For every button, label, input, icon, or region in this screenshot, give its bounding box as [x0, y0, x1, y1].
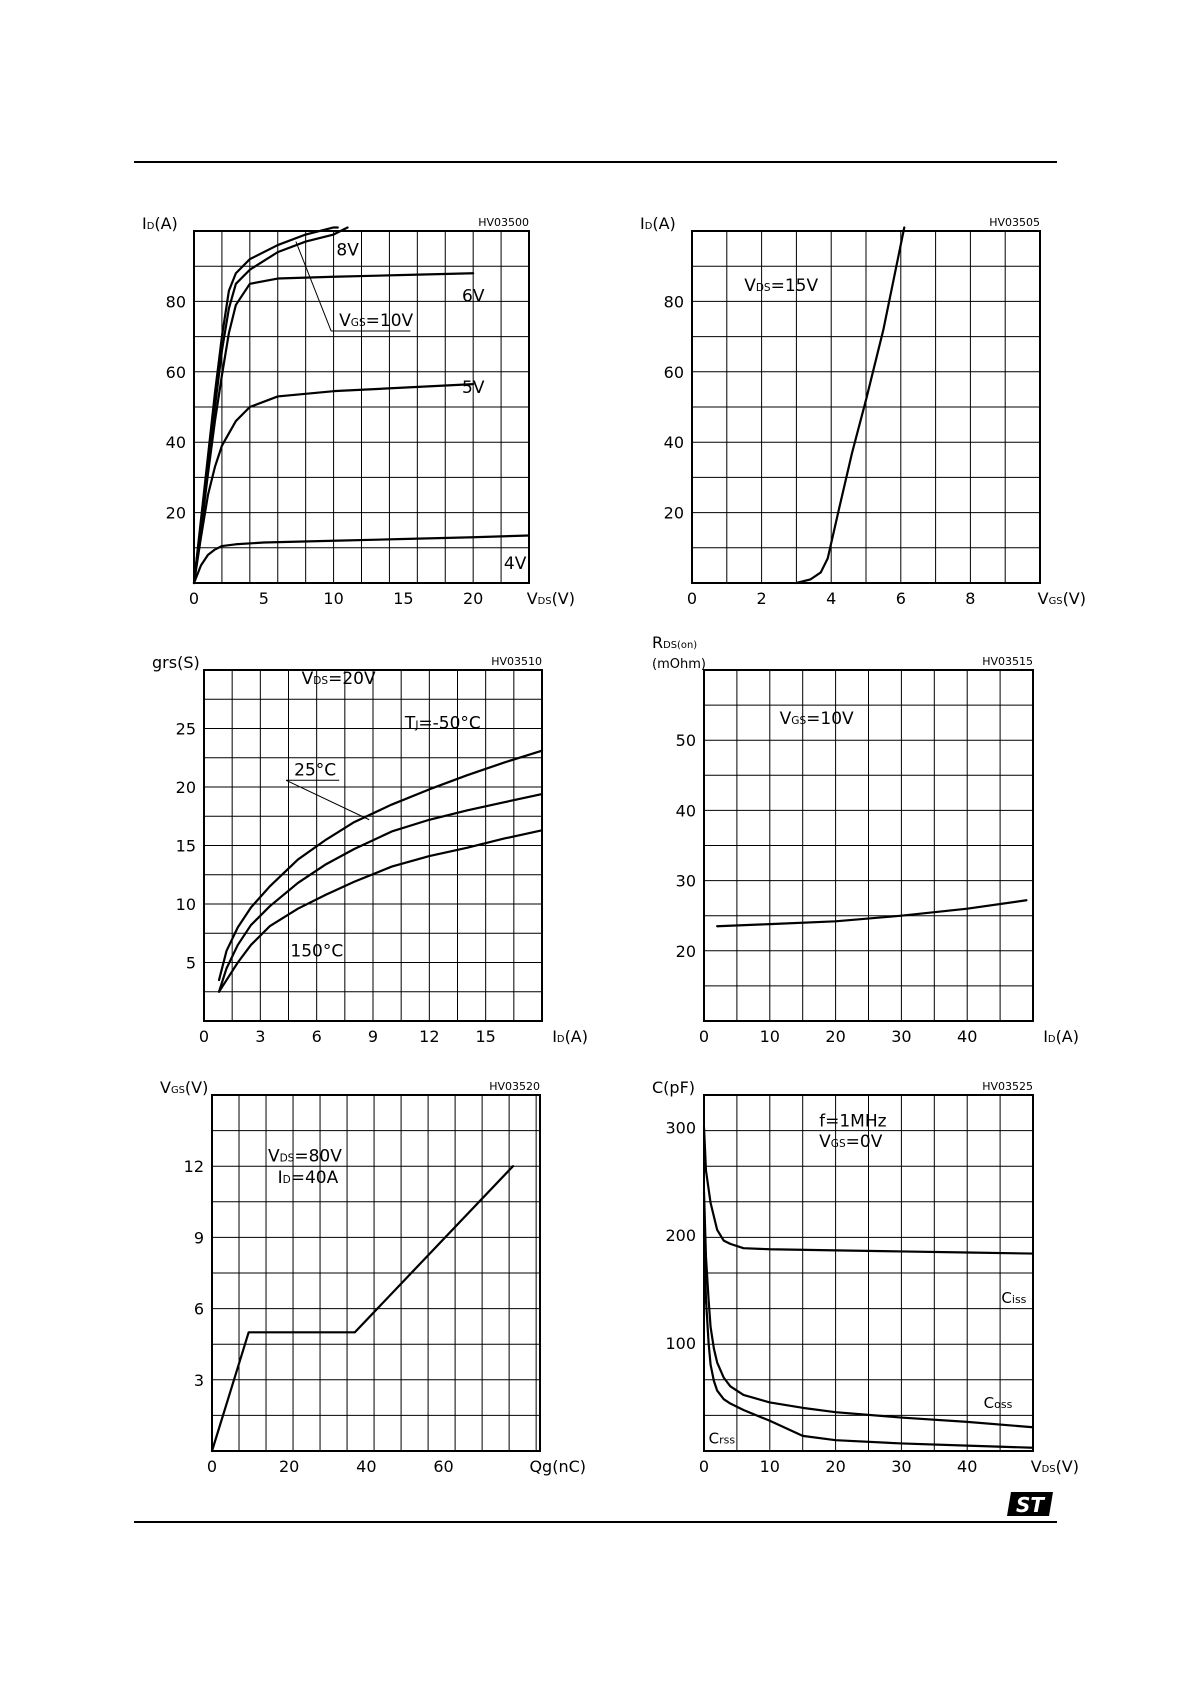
annotation-label-sub: D — [282, 1173, 291, 1186]
grid — [704, 670, 1033, 1021]
annotation-label-rest: =40A — [290, 1167, 339, 1188]
annotation-label-sub: GS — [830, 1137, 846, 1150]
figure-code: HV03500 — [478, 216, 529, 229]
annotation-label-rest: =10V — [365, 311, 414, 332]
transconductance-chart — [134, 600, 612, 1091]
y-axis-label-rest: (A) — [154, 214, 178, 233]
annotation-leader — [286, 780, 369, 819]
grid — [212, 1095, 540, 1451]
x-axis-label-rest: (A) — [1055, 1027, 1079, 1046]
annotation-main: C — [983, 1393, 995, 1412]
y-axis-label-rest: (A) — [652, 214, 676, 233]
output-characteristics-chart — [124, 161, 599, 653]
x-tick-label: 30 — [891, 1027, 912, 1046]
y-axis-label-main: V — [160, 1078, 171, 1097]
annotation-label-sub: J — [415, 719, 419, 732]
x-tick-label: 0 — [188, 589, 200, 608]
y-tick-label: 9 — [193, 1228, 204, 1248]
x-tick-label: 15 — [475, 1027, 496, 1046]
x-axis-label-main: V — [526, 589, 538, 608]
figure-code: HV03505 — [989, 216, 1040, 229]
annotation-label: 6V — [462, 286, 485, 307]
annotation-label — [780, 709, 854, 729]
y-axis-label — [152, 653, 200, 672]
annotation-label-main: V — [819, 1131, 831, 1152]
annotation-label — [744, 276, 818, 296]
x-tick-label: 30 — [891, 1457, 912, 1476]
x-tick-label: 5 — [258, 589, 269, 608]
y-tick-label: 40 — [675, 801, 696, 821]
annotation-label-rest: =80V — [294, 1146, 342, 1167]
x-tick-label: 6 — [311, 1027, 322, 1046]
annotation-sub: rss — [719, 1433, 736, 1447]
y-tick-label: 12 — [183, 1157, 204, 1177]
x-tick-label: 10 — [759, 1457, 780, 1476]
annotation-label-sub: GS — [791, 715, 807, 728]
x-axis-label-main: I — [1043, 1027, 1048, 1046]
y-tick-label: 100 — [665, 1334, 696, 1354]
annotation-label — [709, 1429, 736, 1447]
x-tick-label: 12 — [419, 1027, 440, 1046]
annotation-label — [984, 1394, 1013, 1412]
x-axis-label-main: Qg(nC) — [529, 1457, 586, 1476]
x-tick-label: 0 — [206, 1457, 218, 1476]
annotation-label-main: I — [277, 1167, 283, 1188]
y-tick-label: 10 — [175, 895, 196, 914]
st-logo — [1003, 1490, 1055, 1518]
x-tick-label: 0 — [698, 1457, 710, 1476]
annotation-leader — [296, 242, 331, 331]
annotation-sub: oss — [994, 1397, 1013, 1411]
y-tick-label: 60 — [165, 362, 186, 382]
annotation-label-main: V — [744, 275, 756, 296]
figure-code: HV03520 — [489, 1080, 540, 1093]
y-axis-label-sub: D — [644, 221, 653, 232]
y-tick-label: 60 — [663, 362, 684, 382]
figure-code: HV03510 — [491, 655, 542, 668]
x-tick-label: 0 — [698, 1027, 710, 1046]
annotation-label-rest: =10V — [806, 709, 854, 730]
annotation-label-main: V — [339, 311, 351, 332]
y-tick-label: 300 — [665, 1118, 696, 1138]
capacitance-chart — [634, 1025, 1103, 1521]
y-axis-label-sub: GS — [170, 1085, 185, 1096]
y-tick-label: 5 — [185, 953, 196, 973]
x-tick-label: 8 — [965, 589, 976, 608]
annotation-main: C — [708, 1429, 720, 1448]
y-axis-label-sub: D — [146, 221, 155, 232]
annotation-label-main: V — [779, 709, 792, 730]
x-axis-label-rest: (V) — [1062, 589, 1086, 608]
y-tick-label: 50 — [675, 731, 696, 751]
x-axis-label — [1031, 1457, 1079, 1476]
x-axis-label-rest: (V) — [1055, 1457, 1079, 1476]
figure-code: HV03525 — [982, 1080, 1033, 1093]
x-tick-label: 20 — [278, 1457, 300, 1476]
on-resistance-chart — [634, 600, 1103, 1091]
annotation-label-sub: DS — [755, 281, 771, 294]
y-axis-label — [652, 1078, 695, 1097]
y-axis-unit: (mOhm) — [652, 657, 706, 672]
x-tick-label: 60 — [433, 1457, 454, 1476]
annotation-label — [268, 1146, 342, 1166]
x-tick-label: 6 — [895, 589, 906, 608]
y-tick-label: 80 — [663, 292, 684, 312]
x-tick-label: 3 — [255, 1027, 266, 1046]
y-axis-label — [142, 214, 178, 233]
annotation-label-rest: =-50°C — [418, 713, 481, 734]
condition-label — [302, 669, 376, 689]
x-tick-label: 4 — [826, 589, 837, 608]
y-axis-label-sub: DS(on) — [663, 640, 698, 651]
x-axis-label-sub: DS — [537, 596, 552, 607]
y-tick-label: 25 — [175, 719, 196, 739]
annotation-label: 5V — [462, 377, 485, 398]
annotation-label — [404, 714, 481, 734]
y-axis-label — [640, 214, 676, 233]
x-axis-label-sub: DS — [1041, 1464, 1056, 1475]
y-tick-label: 200 — [665, 1226, 696, 1246]
transfer-characteristics-chart — [622, 161, 1110, 653]
x-tick-label: 20 — [825, 1027, 846, 1046]
footer-rule — [134, 1521, 1057, 1523]
series-line — [717, 900, 1026, 926]
x-axis-label-sub: D — [556, 1034, 565, 1045]
x-tick-label: 40 — [356, 1457, 377, 1476]
grid — [194, 231, 529, 583]
grid — [204, 670, 542, 1021]
y-tick-label: 3 — [193, 1370, 204, 1390]
y-tick-label: 40 — [165, 433, 186, 453]
y-tick-label: 40 — [663, 433, 684, 453]
annotation-label — [1001, 1289, 1026, 1307]
x-tick-label: 10 — [759, 1027, 780, 1046]
annotation-label-rest: =0V — [845, 1131, 883, 1152]
x-axis-label-main: I — [552, 1027, 557, 1046]
condition-label-sub: DS — [313, 675, 329, 688]
annotation-sub: iss — [1011, 1293, 1027, 1307]
annotation-label-sub: DS — [279, 1152, 295, 1165]
x-tick-label: 20 — [462, 589, 484, 608]
y-tick-label: 6 — [193, 1299, 204, 1319]
x-tick-label: 9 — [367, 1027, 379, 1046]
annotation-label-sub: GS — [350, 317, 366, 330]
x-tick-label: 0 — [198, 1027, 210, 1046]
x-tick-label: 20 — [825, 1457, 846, 1476]
x-tick-label: 10 — [323, 589, 344, 608]
condition-label-main: V — [301, 669, 314, 690]
y-tick-label: 30 — [675, 871, 696, 891]
y-tick-label: 80 — [165, 292, 186, 312]
y-axis-label-main: I — [640, 214, 645, 233]
x-axis-label-rest: (V) — [551, 589, 575, 608]
x-axis-label-main: V — [1030, 1457, 1042, 1476]
annotation-label: 150°C — [290, 941, 344, 962]
annotation-main: C — [1001, 1289, 1012, 1308]
x-tick-label: 40 — [957, 1027, 978, 1046]
gate-charge-chart — [142, 1025, 610, 1521]
x-tick-label: 15 — [393, 589, 414, 608]
series-line — [219, 830, 542, 991]
y-axis-label-main: grs(S) — [152, 653, 200, 672]
y-axis-label-main: I — [142, 214, 147, 233]
x-axis-label — [529, 1457, 586, 1476]
y-axis-label-rest: (V) — [184, 1078, 209, 1097]
y-tick-label: 20 — [675, 941, 696, 961]
condition-label-rest: =20V — [328, 669, 376, 690]
x-axis-label-sub: GS — [1048, 596, 1063, 607]
x-tick-label: 40 — [957, 1457, 978, 1476]
x-axis-label-sub: D — [1047, 1034, 1056, 1045]
annotation-label-main: V — [267, 1146, 280, 1167]
x-tick-label: 2 — [756, 589, 767, 608]
annotation-label: f=1MHz — [819, 1111, 887, 1132]
logo-text: ST — [1015, 1493, 1045, 1517]
annotation-label — [339, 311, 413, 331]
y-tick-label: 20 — [175, 778, 196, 797]
figure-code: HV03515 — [982, 655, 1033, 668]
y-axis-label-main: C(pF) — [652, 1078, 696, 1097]
y-axis-label-main: R — [652, 633, 664, 652]
y-axis-label — [160, 1078, 208, 1097]
y-tick-label: 20 — [165, 503, 186, 523]
annotation-label-rest: =15V — [770, 275, 819, 296]
x-axis-label-rest: (A) — [564, 1027, 588, 1046]
annotation-label: 4V — [503, 553, 527, 574]
x-axis-label-main: V — [1037, 589, 1049, 608]
annotation-label: 25°C — [294, 760, 337, 781]
series-line — [219, 751, 542, 980]
x-tick-label: 0 — [686, 589, 698, 608]
annotation-label — [278, 1168, 339, 1188]
y-axis-label — [652, 633, 697, 652]
annotation-label: 8V — [336, 240, 359, 261]
annotation-label-main: T — [404, 713, 416, 734]
y-tick-label: 15 — [175, 836, 196, 856]
annotation-label — [819, 1132, 883, 1152]
y-tick-label: 20 — [663, 503, 684, 523]
